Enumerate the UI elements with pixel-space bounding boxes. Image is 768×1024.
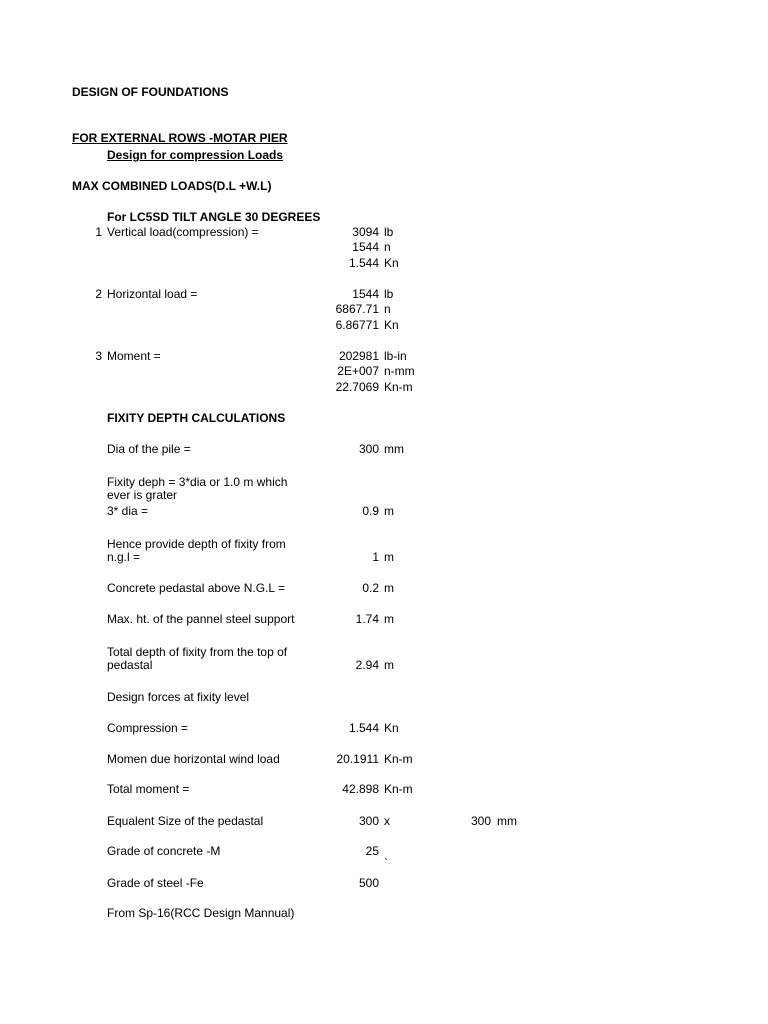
provide-depth-value: 1 [372,550,379,564]
pile-dia-unit: mm [384,442,404,456]
equivalent-size-separator: x [384,814,390,828]
load-value: 202981 [338,349,379,363]
total-depth-unit: m [384,658,394,672]
grade-steel-label: Grade of steel -Fe [107,876,204,890]
grade-concrete-label: Grade of concrete -M [107,844,221,858]
fixity-depth-text: Fixity deph = 3*dia or 1.0 m which [107,475,288,489]
equivalent-size-value2: 300 [470,814,491,828]
provide-depth-text: Hence provide depth of fixity from [107,537,286,551]
equivalent-size-label: Equalent Size of the pedastal [107,814,264,828]
provide-depth-text: n.g.l = [107,550,141,564]
provide-depth-unit: m [384,550,394,564]
max-loads-title: MAX COMBINED LOADS(D.L +W.L) [72,179,272,193]
load-value: 1.544 [348,256,379,270]
tilt-title: For LC5SD TILT ANGLE 30 DEGREES [107,210,321,224]
load-unit: Kn [384,256,399,270]
grade-concrete-value: 25 [365,844,379,858]
stray-mark: ` [384,856,388,870]
pedestal-above-value: 0.2 [362,581,379,595]
load-value: 3094 [352,225,379,239]
fixity-depth-text: ever is grater [107,488,178,502]
load-unit: n-mm [384,364,415,378]
compression-value: 1.544 [348,721,379,735]
total-depth-text: pedastal [107,658,153,672]
max-height-label: Max. ht. of the pannel steel support [107,612,295,626]
pedestal-above-unit: m [384,581,394,595]
load-number: 3 [95,349,102,363]
fixity-title: FIXITY DEPTH CALCULATIONS [107,411,286,425]
section-subtitle: Design for compression Loads [107,148,284,162]
design-forces-heading: Design forces at fixity level [107,690,250,704]
grade-steel-value: 500 [358,876,379,890]
load-unit: n [384,302,391,316]
compression-unit: Kn [384,721,399,735]
moment-wind-unit: Kn-m [384,752,413,766]
total-moment-unit: Kn-m [384,782,413,796]
load-unit: lb [384,287,394,301]
load-number: 2 [95,287,102,301]
load-value: 6.86771 [335,318,379,332]
load-value: 6867.71 [335,302,379,316]
moment-wind-value: 20.1911 [336,752,379,766]
three-dia-label: 3* dia = [107,504,149,518]
load-label: Vertical load(compression) = [107,225,259,239]
total-depth-value: 2.94 [355,658,379,672]
total-moment-value: 42.898 [342,782,379,796]
load-value: 1544 [352,240,379,254]
section-title: FOR EXTERNAL ROWS -MOTAR PIER [72,131,288,145]
three-dia-unit: m [384,504,394,518]
equivalent-size-unit: mm [497,814,517,828]
pedestal-above-label: Concrete pedastal above N.G.L = [107,581,285,595]
pile-dia-label: Dia of the pile = [107,442,191,456]
load-value: 1544 [352,287,379,301]
equivalent-size-value1: 300 [358,814,379,828]
load-unit: n [384,240,391,254]
pile-dia-value: 300 [358,442,379,456]
load-unit: lb-in [384,349,407,363]
load-value: 2E+007 [337,364,379,378]
page-title: DESIGN OF FOUNDATIONS [72,85,229,99]
load-unit: Kn-m [384,380,413,394]
load-value: 22.7069 [335,380,379,394]
total-depth-text: Total depth of fixity from the top of [107,645,288,659]
three-dia-value: 0.9 [362,504,379,518]
max-height-unit: m [384,612,394,626]
load-number: 1 [95,225,102,239]
load-label: Horizontal load = [107,287,198,301]
total-moment-label: Total moment = [107,782,190,796]
reference-note: From Sp-16(RCC Design Mannual) [107,906,295,920]
load-unit: Kn [384,318,399,332]
max-height-value: 1.74 [355,612,379,626]
load-label: Moment = [107,349,161,363]
compression-label: Compression = [107,721,189,735]
load-unit: lb [384,225,394,239]
moment-wind-label: Momen due horizontal wind load [107,752,280,766]
